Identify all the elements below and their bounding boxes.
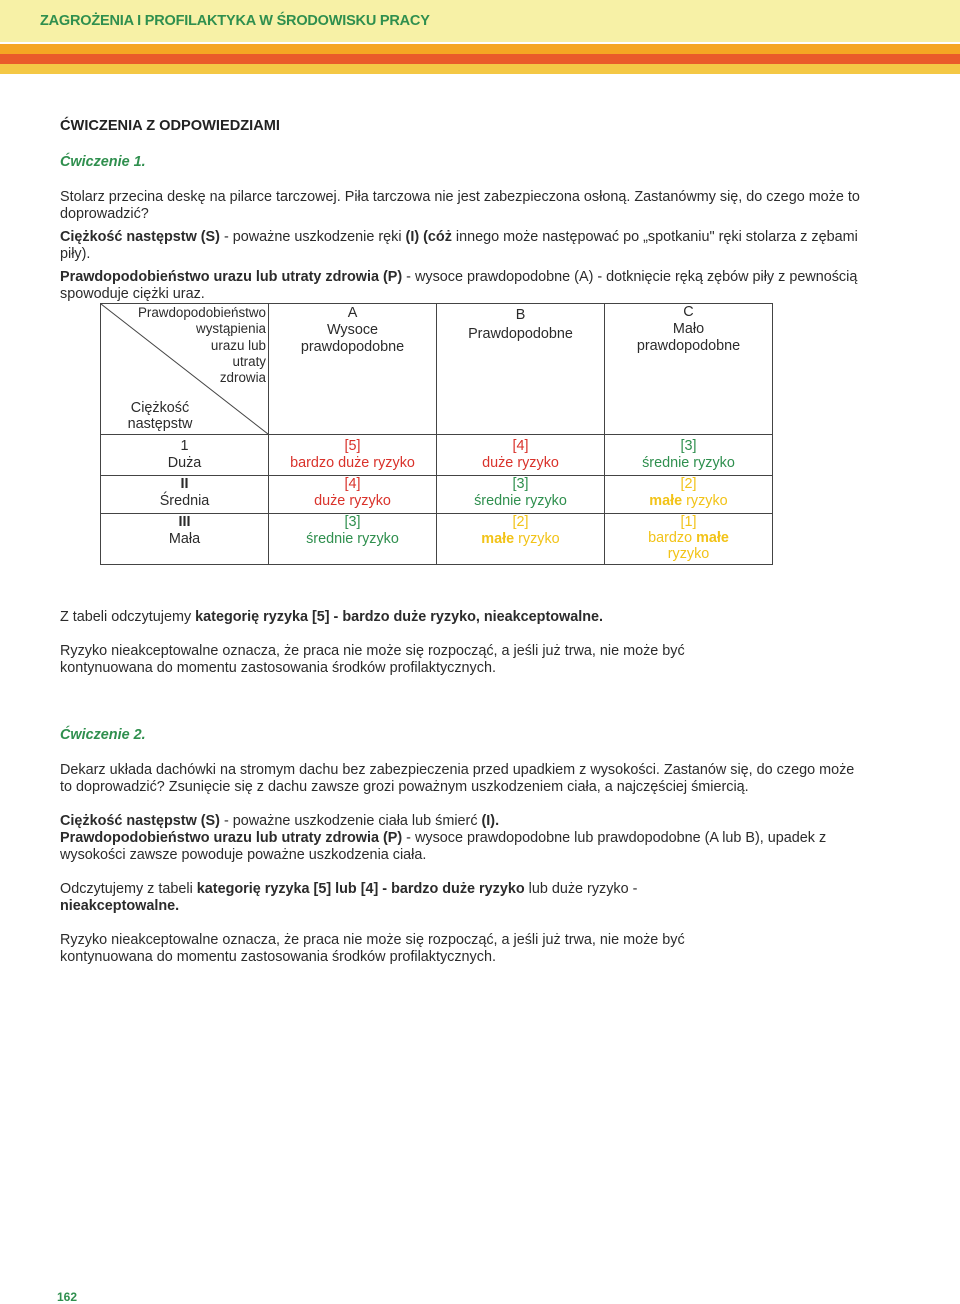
exercise-1-result: Z tabeli odczytujemy kategorię ryzyka [5] - bardzo duże ryzyko, nieakceptowalne. [60,609,604,625]
severity-text-a: - poważne uszkodzenie ręki [219,229,406,245]
risk-matrix-table [100,303,773,565]
risk-cell-2a: [4] duże ryzyko [269,476,437,514]
corner-probability-label: Prawdopodobieństwo wystąpienia urazu lub utraty zdrowia [137,305,266,386]
header-stripe-yellow [0,64,960,74]
page-number: 162 [57,1290,78,1304]
header-title: ZAGROŻENIA I PROFILAKTYKA W ŚRODOWISKU PRACY [40,13,430,29]
exercise-1-intro: Stolarz przecina deskę na pilarce tarczowej. Piła tarczowa nie jest zabezpieczona osłoną. Zastanówmy się, do czego może to doprowadzić? [60,189,860,222]
header-stripe-red [0,54,960,64]
risk-cell-1c: [3] średnie ryzyko [605,435,773,476]
column-header-b: B Prawdopodobne [437,304,605,435]
table-corner [101,304,269,435]
exercise-2-result: Odczytujemy z tabeli kategorię ryzyka [5] lub [4] - bardzo duże ryzyko lub duże ryzyko - nieakceptowalne. [60,881,638,914]
risk-cell-3a: [3] średnie ryzyko [269,514,437,565]
row-header-1: 1 Duża [101,435,269,476]
exercise-2-conclusion: Ryzyko nieakceptowalne oznacza, że praca nie może się rozpocząć, a jeśli już trwa, nie może być kontynuowana do momentu zastosowania środków profilaktycznych. [60,932,685,965]
exercise-2-title: Ćwiczenie 2. [60,727,146,743]
column-header-a: A Wysoce prawdopodobne [269,304,437,435]
risk-cell-3c: [1] bardzo małe ryzyko [605,514,773,565]
row-header-3: III Mała [101,514,269,565]
header-stripe-orange [0,44,960,54]
row-header-2: II Średnia [101,476,269,514]
page-content [60,118,860,966]
section-title: ĆWICZENIA Z ODPOWIEDZIAMI [60,118,280,134]
table-row [101,476,773,514]
exercise-2-intro: Dekarz układa dachówki na stromym dachu bez zabezpieczenia przed upadkiem z wysokości. Zastanów się, do czego może to doprowadzić? Zsunięcie się z dachu zawsze grozi poważnym uszkodzeniem ciała, a najczęściej śmiercią. [60,762,855,795]
table-row [101,514,773,565]
risk-cell-3b: [2] małe ryzyko [437,514,605,565]
probability-label: Prawdopodobieństwo urazu lub utraty zdrowia (P) [60,269,403,285]
exercise-1-severity [60,229,860,263]
exercise-1-title: Ćwiczenie 1. [60,154,146,170]
severity-paren: (I) (cóż [405,229,452,245]
risk-cell-1b: [4] duże ryzyko [437,435,605,476]
exercise-2-probability: Prawdopodobieństwo urazu lub utraty zdrowia (P) - wysoce prawdopodobne lub prawdopodobne (A lub B), upadek z wysokości zawsze powoduje poważne uszkodzenia ciała. [60,830,827,863]
exercise-1-conclusion: Ryzyko nieakceptowalne oznacza, że praca nie może się rozpocząć, a jeśli już trwa, nie może być kontynuowana do momentu zastosowania środków profilaktycznych. [60,643,685,676]
severity-label: Ciężkość następstw (S) [60,229,220,245]
column-header-c: C Mało prawdopodobne [605,304,773,435]
probability-text: - wysoce prawdopodobne (A) - dotknięcie ręką zębów piły z pewnością spowoduje ciężki uraz. [60,269,858,302]
exercise-2-severity: Ciężkość następstw (S) - poważne uszkodzenie ciała lub śmierć (I). [60,813,500,829]
table-row [101,435,773,476]
severity-text-b: innego może następować po „spotkaniu" ręki stolarza z zębami piły). [60,229,858,262]
page-header [0,0,960,74]
exercise-1-probability [60,269,860,303]
risk-cell-2c: [2] małe ryzyko [605,476,773,514]
risk-cell-1a: [5] bardzo duże ryzyko [269,435,437,476]
corner-severity-label: Ciężkość następstw [127,400,193,432]
risk-cell-2b: [3] średnie ryzyko [437,476,605,514]
